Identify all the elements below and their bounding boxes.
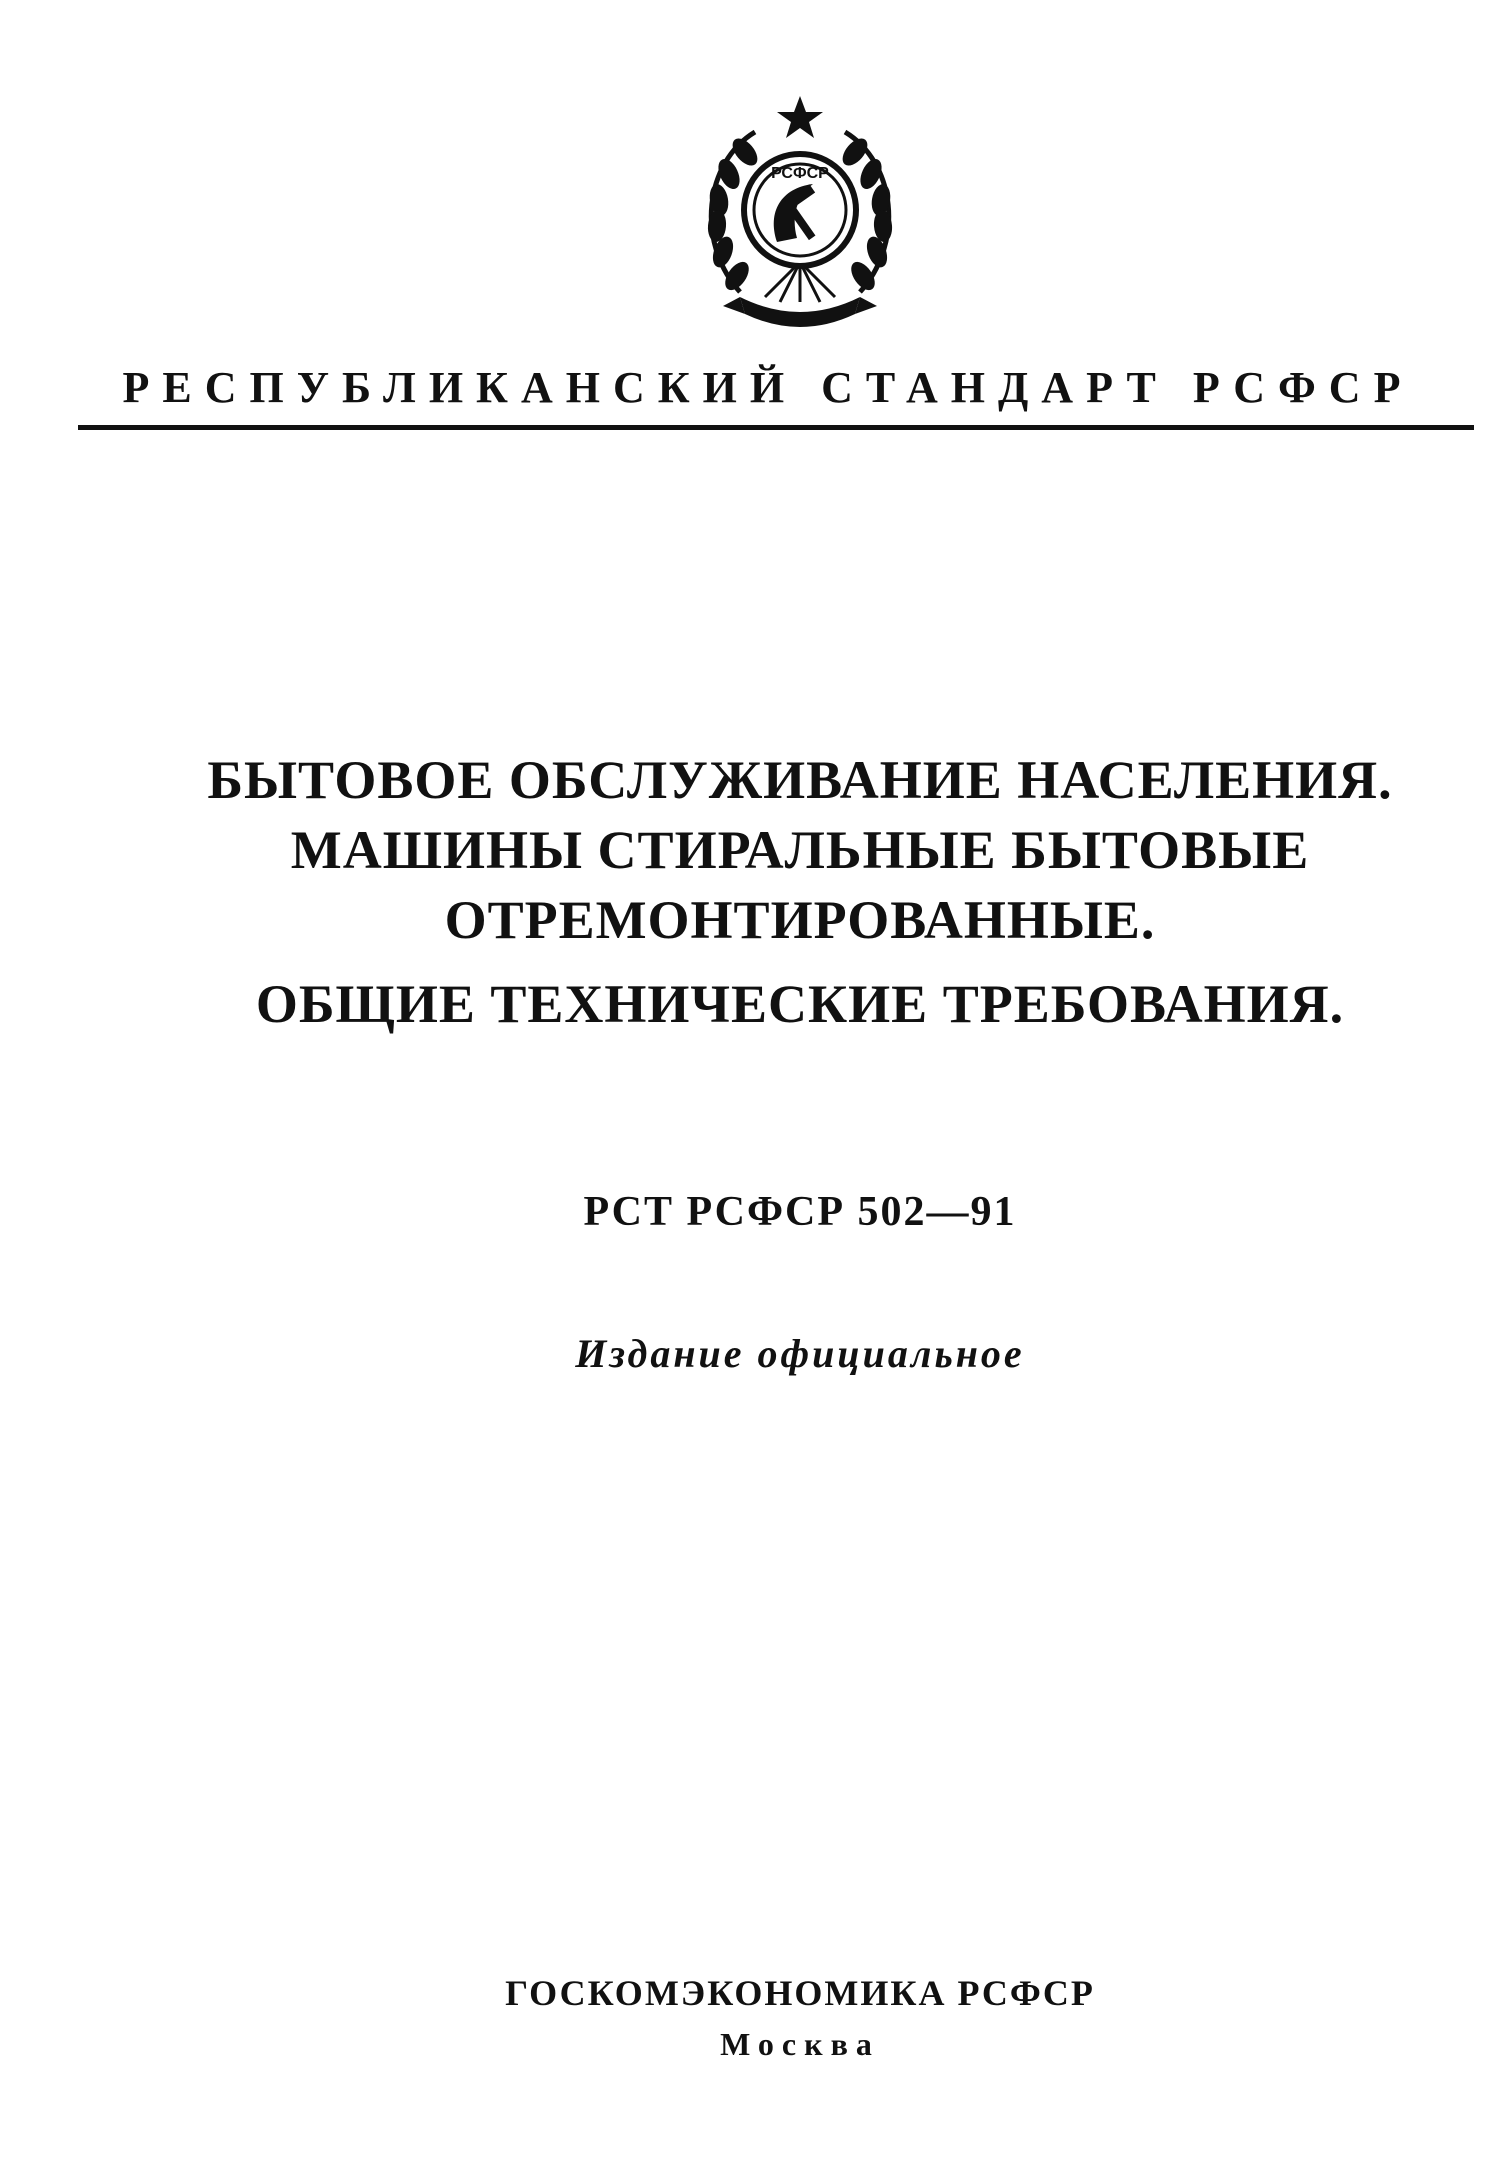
title-line: МАШИНЫ СТИРАЛЬНЫЕ БЫТОВЫЕ (290, 820, 1310, 880)
rsfsr-coat-of-arms-icon (685, 92, 915, 332)
title-line: БЫТОВОЕ ОБСЛУЖИВАНИЕ НАСЕЛЕНИЯ. (207, 750, 1393, 810)
standard-number: РСТ РСФСР 502—91 (583, 1189, 1017, 1235)
document-subtitle: ОБЩИЕ ТЕХНИЧЕСКИЕ ТРЕБОВАНИЯ. (255, 974, 1345, 1034)
document-title (100, 745, 1500, 955)
publication-city: Москва (720, 2026, 880, 2062)
publisher-name: ГОСКОМЭКОНОМИКА РСФСР (505, 1973, 1095, 2013)
header-divider (78, 425, 1474, 430)
svg-text:РСФСР: РСФСР (771, 165, 829, 182)
edition-note: Издание официальное (575, 1331, 1025, 1376)
header-title: РЕСПУБЛИКАНСКИЙ СТАНДАРТ РСФСР (122, 363, 1414, 412)
title-line: ОТРЕМОНТИРОВАННЫЕ. (444, 890, 1156, 950)
